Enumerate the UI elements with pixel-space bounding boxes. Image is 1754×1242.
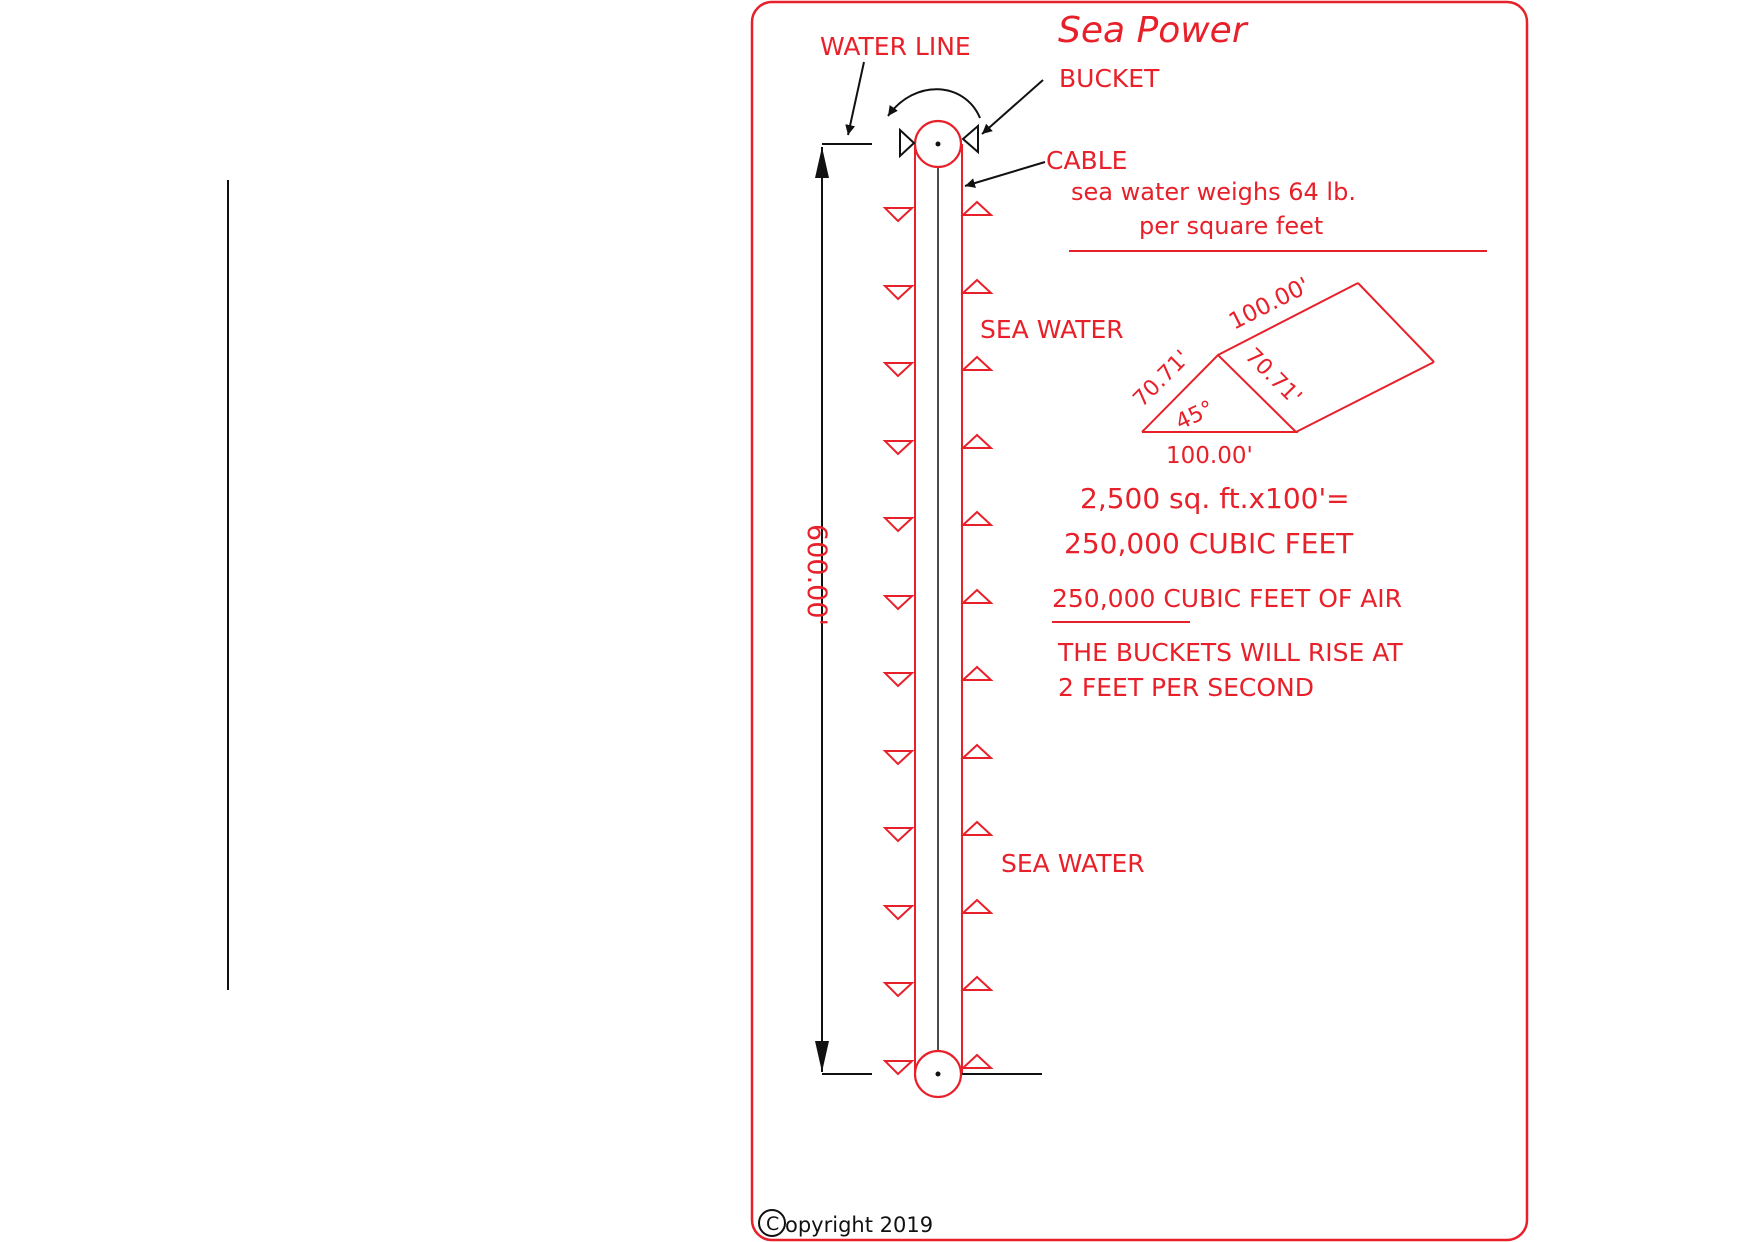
right-bucket: [963, 280, 991, 293]
depth-label: 600.00': [801, 524, 832, 626]
right-bucket: [963, 822, 991, 835]
bottom-pulley-axle: [936, 1072, 941, 1077]
prism-bottom-edge: [1296, 362, 1434, 432]
left-bucket: [885, 596, 912, 609]
left-bucket: [885, 1061, 912, 1074]
cable-label: CABLE: [1046, 146, 1128, 175]
right-bucket: [963, 977, 991, 990]
left-bucket: [885, 208, 912, 221]
right-bucket: [963, 590, 991, 603]
copyright-text: opyright 2019: [785, 1213, 934, 1237]
volume-note-line2: 250,000 CUBIC FEET: [1064, 527, 1354, 560]
rotation-arrow-icon: [888, 89, 980, 118]
left-bucket: [885, 906, 912, 919]
right-bucket: [963, 900, 991, 913]
top-pulley-axle: [936, 142, 941, 147]
left-bucket: [885, 673, 912, 686]
weight-note-line1: sea water weighs 64 lb.: [1071, 178, 1356, 206]
top-bucket-left-icon: [900, 130, 914, 156]
prism-left-side: 70.71': [1128, 345, 1196, 413]
bucket-conveyor: [915, 121, 1042, 1097]
volume-note-line1: 2,500 sq. ft.x100'=: [1080, 482, 1350, 515]
left-bucket: [885, 983, 912, 996]
right-bucket: [963, 435, 991, 448]
bucket-leader: [982, 80, 1043, 134]
right-bucket: [963, 357, 991, 370]
sea-water-label-bottom: SEA WATER: [1001, 849, 1145, 878]
left-bucket: [885, 828, 912, 841]
depth-arrow-bottom: [815, 1041, 829, 1072]
copyright-symbol: C: [766, 1213, 780, 1235]
prism-inner-side: 70.71': [1239, 343, 1307, 411]
left-bucket: [885, 286, 912, 299]
cable-leader: [965, 162, 1045, 186]
left-buckets: [885, 208, 912, 1074]
top-bucket-right-icon: [963, 126, 978, 152]
prism-base: 100.00': [1166, 443, 1253, 469]
weight-note-line2: per square feet: [1139, 212, 1324, 240]
right-bucket: [963, 202, 991, 215]
sea-water-label-top: SEA WATER: [980, 315, 1124, 344]
water-line-label: WATER LINE: [820, 32, 971, 61]
left-bucket: [885, 751, 912, 764]
rise-note-line2: 2 FEET PER SECOND: [1058, 673, 1314, 702]
left-bucket: [885, 518, 912, 531]
right-bucket: [963, 512, 991, 525]
diagram-title: Sea Power: [1058, 10, 1247, 51]
prism-top-length: 100.00': [1224, 272, 1315, 336]
right-bucket: [963, 667, 991, 680]
prism-back-edge: [1358, 283, 1434, 362]
rise-note-line1: THE BUCKETS WILL RISE AT: [1058, 638, 1403, 667]
depth-arrow-top: [815, 147, 829, 178]
left-bucket: [885, 363, 912, 376]
left-bucket: [885, 441, 912, 454]
right-bucket: [963, 1055, 991, 1068]
air-note: 250,000 CUBIC FEET OF AIR: [1052, 584, 1403, 613]
bucket-label: BUCKET: [1059, 64, 1160, 93]
prism-angle: 45°: [1171, 396, 1218, 436]
water-line-leader: [848, 62, 864, 135]
right-bucket: [963, 745, 991, 758]
